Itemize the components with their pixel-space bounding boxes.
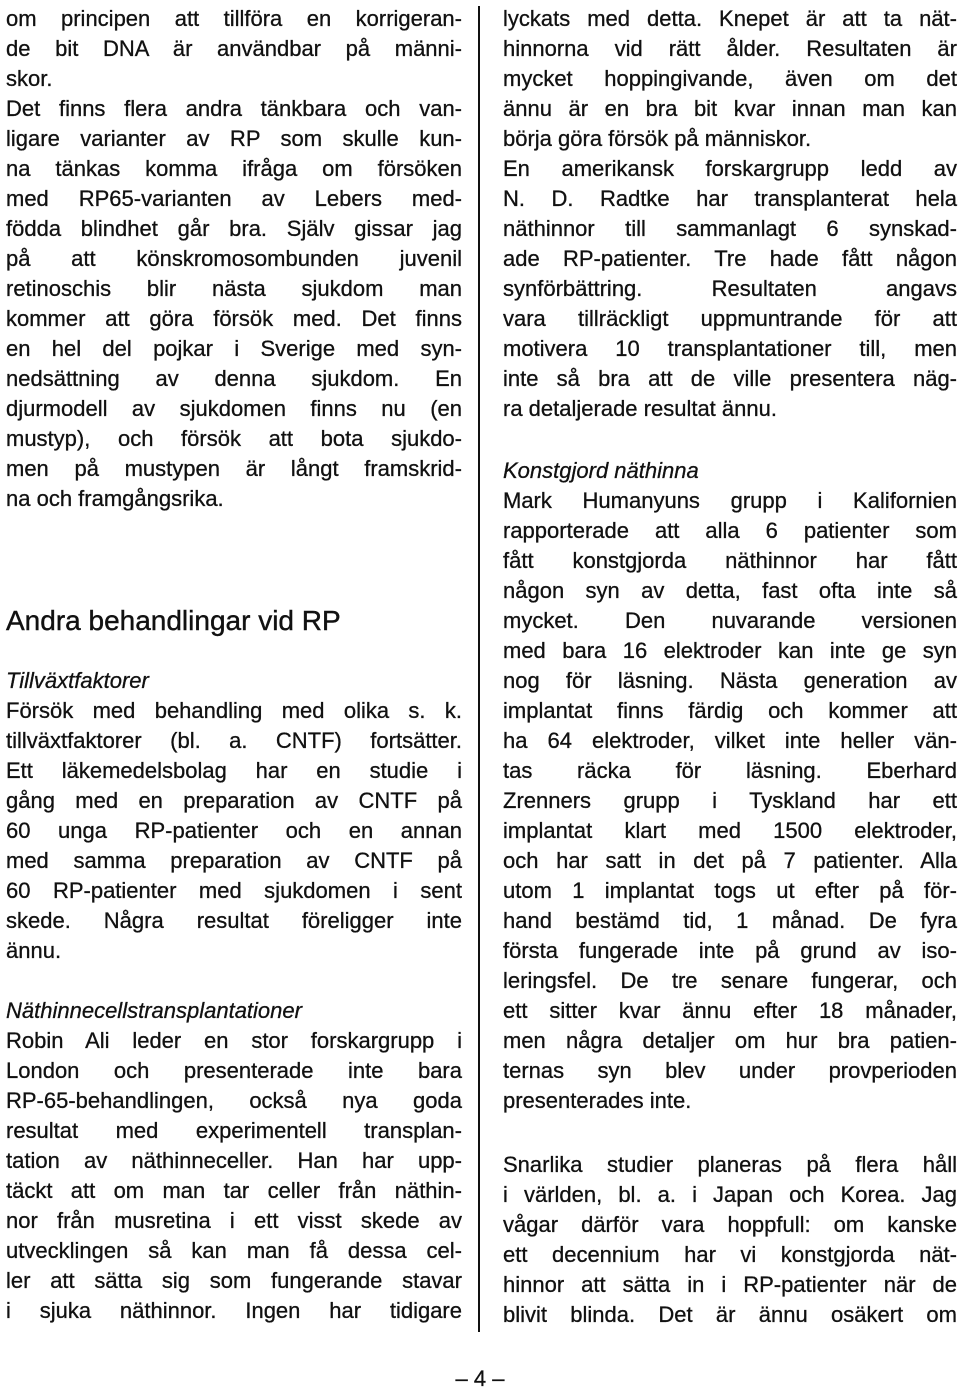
text-line: resultat med experimentell transplan- (6, 1118, 462, 1143)
text-line: skede. Några resultat föreligger inte (6, 908, 462, 933)
text-line: ännu är en bra bit kvar innan man kan (503, 96, 957, 121)
text-line: om principen att tillföra en korrigeran- (6, 6, 462, 31)
text-line: födda blindhet går bra. Själv gissar jag (6, 216, 462, 241)
text-line: mycket hoppingivande, även om det (503, 66, 957, 91)
text-line: täckt att om man tar celler från näthin- (6, 1178, 462, 1203)
text-line: och har satt in det på 7 patienter. Alla (503, 848, 957, 873)
text-line: ett decennium har vi konstgjorda nät- (503, 1242, 957, 1267)
text-line: Snarlika studier planeras på flera håll (503, 1152, 957, 1177)
text-line: men några detaljer om hur bra patien- (503, 1028, 957, 1053)
text-line: i världen, bl. a. i Japan och Korea. Jag (503, 1182, 957, 1207)
text-line: En amerikansk forskargrupp ledd av (503, 156, 957, 181)
text-line: tillväxtfaktorer (bl. a. CNTF) fortsätter. (6, 728, 462, 753)
text-line: retinoschis blir nästa sjukdom man (6, 276, 462, 301)
subsection-title: Näthinnecellstransplantationer (6, 998, 302, 1023)
text-line: ännu. (6, 938, 62, 963)
text-line: fått konstgjorda näthinnor har fått (503, 548, 957, 573)
text-line: tation av näthinneceller. Han har upp- (6, 1148, 462, 1173)
text-line: synförbättring. Resultaten angavs (503, 276, 957, 301)
text-line: med bara 16 elektroder kan inte ge syn (503, 638, 957, 663)
text-line: ligare varianter av RP som skulle kun- (6, 126, 462, 151)
text-line: 60 RP-patienter med sjukdomen i sent (6, 878, 462, 903)
text-line: na tänkas komma ifråga om försöken (6, 156, 462, 181)
text-line: med RP65-varianten av Lebers med- (6, 186, 462, 211)
text-line: djurmodell av sjukdomen finns nu (en (6, 396, 462, 421)
subsection-title: Tillväxtfaktorer (6, 668, 149, 693)
text-line: nor från musretina i ett visst skede av (6, 1208, 462, 1233)
text-line: na och framgångsrika. (6, 486, 224, 511)
text-line: inte så bra att de ville presentera näg- (503, 366, 957, 391)
text-line: näthinnor till sammanlagt 6 synskad- (503, 216, 957, 241)
text-line: RP-65-behandlingen, också nya goda (6, 1088, 462, 1113)
text-line: tas räcka för läsning. Eberhard (503, 758, 957, 783)
text-line: lyckats med detta. Knepet är att ta nät- (503, 6, 957, 31)
text-line: hinnor att sätta in i RP-patienter när de (503, 1272, 957, 1297)
text-line: implantat klart med 1500 elektroder, (503, 818, 957, 843)
text-line: Det finns flera andra tänkbara och van- (6, 96, 462, 121)
text-line: vågar därför vara hoppfull: om kanske (503, 1212, 957, 1237)
text-line: presenterades inte. (503, 1088, 692, 1113)
text-line: någon syn av detta, fast ofta inte så (503, 578, 957, 603)
page-number: – 4 – (455, 1366, 505, 1391)
text-line: rapporterade att alla 6 patienter som (503, 518, 957, 543)
text-line: Ett läkemedelsbolag har en studie i (6, 758, 462, 783)
text-line: Försök med behandling med olika s. k. (6, 698, 462, 723)
text-line: Zrenners grupp i Tyskland har ett (503, 788, 957, 813)
text-line: de bit DNA är användbar på männi- (6, 36, 462, 61)
text-line: första fungerade inte på grund av iso- (503, 938, 957, 963)
text-line: ade RP-patienter. Tre hade fått någon (503, 246, 957, 271)
text-line: börja göra försök på människor. (503, 126, 812, 151)
text-line: mustyp), och försök att bota sjukdo- (6, 426, 462, 451)
section-heading: Andra behandlingar vid RP (6, 605, 341, 636)
text-line: ra detaljerade resultat ännu. (503, 396, 777, 421)
text-line: ler att sätta sig som fungerande stavar (6, 1268, 462, 1293)
text-line: Mark Humanyuns grupp i Kalifornien (503, 488, 957, 513)
text-line: utom 1 implantat togs ut efter på för- (503, 878, 957, 903)
text-line: leringsfel. De tre senare fungerar, och (503, 968, 957, 993)
text-line: nedsättning av denna sjukdom. En (6, 366, 462, 391)
text-line: kommer att göra försök med. Det finns (6, 306, 462, 331)
text-line: nog för läsning. Nästa generation av (503, 668, 957, 693)
text-line: skor. (6, 66, 53, 91)
text-line: på att könskromosombunden juvenil (6, 246, 462, 271)
text-line: N. D. Radtke har transplanterat hela (503, 186, 957, 211)
text-line: 60 unga RP-patienter och en annan (6, 818, 462, 843)
text-line: ett sitter kvar ännu efter 18 månader, (503, 998, 957, 1023)
text-line: implantat finns färdig och kommer att (503, 698, 957, 723)
text-line: utvecklingen så kan man få dessa cel- (6, 1238, 462, 1263)
text-line: ternas syn blev under provperioden (503, 1058, 957, 1083)
text-line: motivera 10 transplantationer till, men (503, 336, 957, 361)
text-line: mycket. Den nuvarande versionen (503, 608, 957, 633)
text-line: ha 64 elektroder, vilket inte heller vän- (503, 728, 957, 753)
text-line: med samma preparation av CNTF på (6, 848, 462, 873)
text-line: blivit blinda. Det är ännu osäkert om (503, 1302, 957, 1327)
text-line: en hel del pojkar i Sverige med syn- (6, 336, 462, 361)
text-line: hand bestämd tid, 1 månad. De fyra (503, 908, 957, 933)
text-line: Robin Ali leder en stor forskargrupp i (6, 1028, 462, 1053)
text-line: men på mustypen är långt framskrid- (6, 456, 462, 481)
text-line: i sjuka näthinnor. Ingen har tidigare (6, 1298, 462, 1323)
text-line: gång med en preparation av CNTF på (6, 788, 462, 813)
subsection-title: Konstgjord näthinna (503, 458, 699, 483)
text-line: hinnorna vid rätt ålder. Resultaten är (503, 36, 957, 61)
column-divider (478, 6, 480, 1332)
text-line: London och presenterade inte bara (6, 1058, 462, 1083)
text-line: vara tillräckligt uppmuntrande för att (503, 306, 957, 331)
